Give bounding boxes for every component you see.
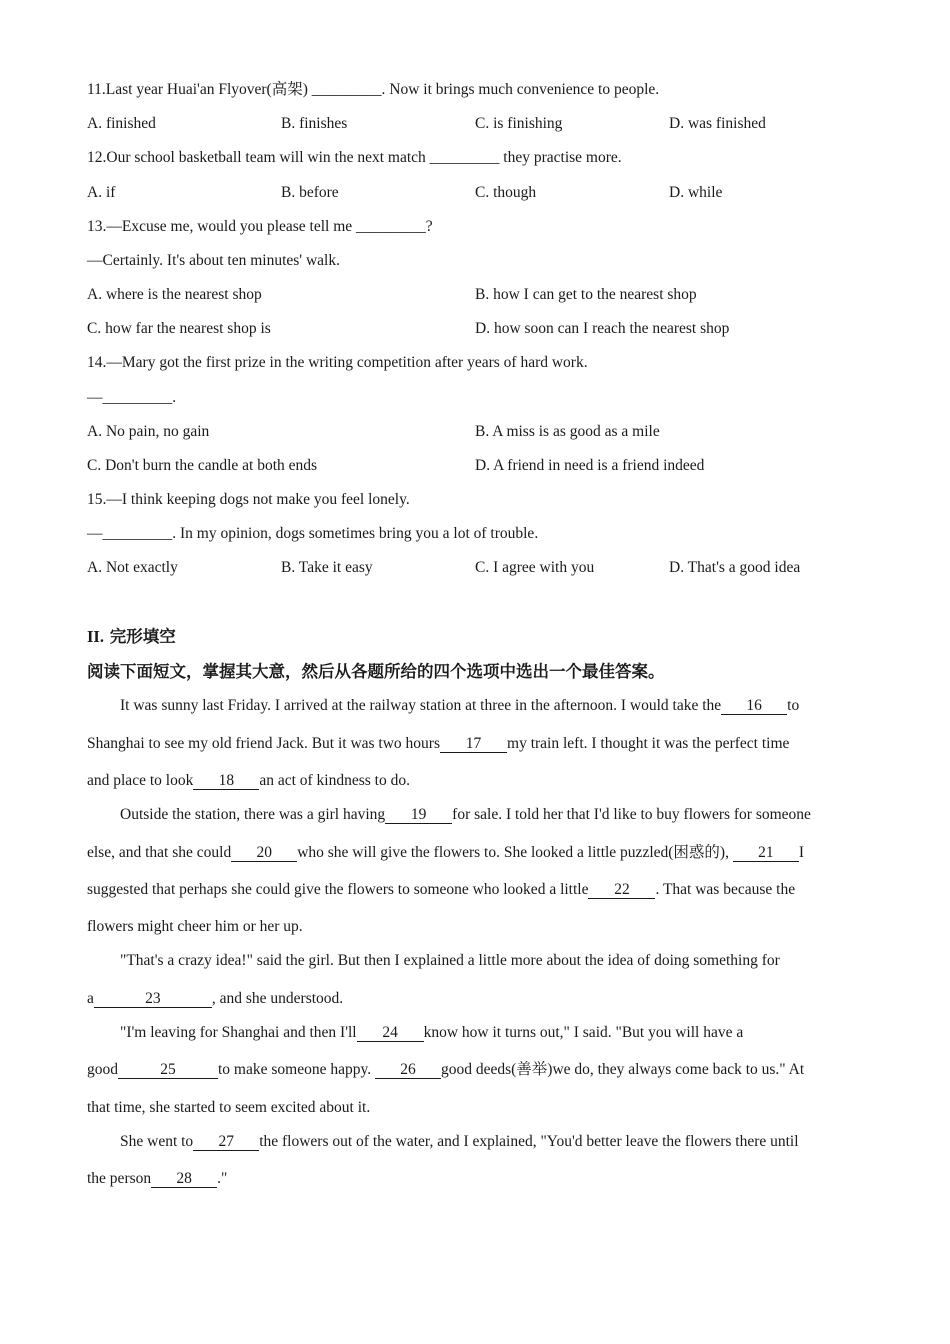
question-15-stem: 15.—I think keeping dogs not make you feel lonely. (87, 491, 410, 508)
question-15-reply: —_________. In my opinion, dogs sometimes bring you a lot of trouble. (87, 525, 539, 542)
answer-blank: _________ (102, 389, 173, 406)
passage-p5-line2: the person 28 ." (87, 1170, 228, 1187)
passage-p4-line1: "I'm leaving for Shanghai and then I'll 24 know how it turns out," I said. "But you will have a (120, 1024, 744, 1041)
cloze-blank-21: 21 (733, 845, 799, 862)
question-12-stem: 12.Our school basketball team will win the next match _________ they practise more. (87, 149, 622, 166)
question-12-option-d: D. while (669, 184, 723, 201)
question-13-stem: 13.—Excuse me, would you please tell me _________? (87, 218, 433, 235)
cloze-blank-18: 18 (193, 773, 259, 790)
cloze-blank-26: 26 (375, 1062, 441, 1079)
section-title: II. 完形填空 (87, 627, 176, 646)
cloze-blank-28: 28 (151, 1171, 217, 1188)
question-13-option-c: C. how far the nearest shop is (87, 320, 271, 337)
question-11-option-a: A. finished (87, 115, 156, 132)
passage-p1-line2: Shanghai to see my old friend Jack. But it was two hours 17 my train left. I thought it was the perfect time (87, 735, 790, 752)
passage-p2-line4: flowers might cheer him or her up. (87, 918, 303, 935)
question-15-option-c: C. I agree with you (475, 559, 595, 576)
question-13-reply: —Certainly. It's about ten minutes' walk. (87, 252, 340, 269)
answer-blank: _________ (102, 525, 173, 542)
cloze-blank-25: 25 (118, 1062, 218, 1079)
question-14-stem: 14.—Mary got the first prize in the writing competition after years of hard work. (87, 354, 588, 371)
question-15-option-d: D. That's a good idea (669, 559, 801, 576)
question-14-option-b: B. A miss is as good as a mile (475, 423, 660, 440)
cloze-blank-20: 20 (231, 845, 297, 862)
question-14-option-a: A. No pain, no gain (87, 423, 210, 440)
question-12-option-a: A. if (87, 184, 116, 201)
passage-p4-line2: good 25 to make someone happy. 26 good deeds(善举)we do, they always come back to us." At (87, 1061, 805, 1078)
passage-p2-line3: suggested that perhaps she could give the flowers to someone who looked a little 22 . That was because the (87, 881, 796, 898)
cloze-blank-22: 22 (588, 882, 655, 899)
question-13-option-d: D. how soon can I reach the nearest shop (475, 320, 730, 337)
answer-blank: _________ (311, 81, 382, 98)
question-11-option-d: D. was finished (669, 115, 766, 132)
cloze-blank-19: 19 (385, 807, 452, 824)
question-11-option-c: C. is finishing (475, 115, 563, 132)
question-14-option-c: C. Don't burn the candle at both ends (87, 457, 318, 474)
question-11-stem: 11.Last year Huai'an Flyover(高架) _________. Now it brings much convenience to people. (87, 81, 660, 98)
passage-p2-line2: else, and that she could 20 who she will give the flowers to. She looked a little puzzled(困惑的), 21 I (87, 844, 805, 861)
passage-p1-line3: and place to look 18 an act of kindness to do. (87, 772, 410, 789)
passage-p3-line1: "That's a crazy idea!" said the girl. But then I explained a little more about the idea of doing something for (120, 952, 780, 969)
question-15-option-a: A. Not exactly (87, 559, 178, 576)
section-instruction: 阅读下面短文，掌握其大意，然后从各题所给的四个选项中选出一个最佳答案。 (87, 662, 665, 681)
cloze-blank-24: 24 (357, 1025, 424, 1042)
question-13-option-a: A. where is the nearest shop (87, 286, 262, 303)
cloze-blank-23: 23 (94, 991, 212, 1008)
passage-p3-line2: a 23 , and she understood. (87, 990, 344, 1007)
answer-blank: _________ (429, 149, 500, 166)
passage-p2-line1: Outside the station, there was a girl having 19 for sale. I told her that I'd like to buy flowers for someone (120, 806, 811, 823)
answer-blank: _________ (356, 218, 426, 235)
question-14-reply: —_________. (87, 389, 177, 406)
question-12-option-b: B. before (281, 184, 339, 201)
cloze-blank-17: 17 (440, 736, 507, 753)
passage-p1-line1: It was sunny last Friday. I arrived at the railway station at three in the afternoon. I would take the 16 to (120, 697, 800, 714)
passage-p4-line3: that time, she started to seem excited about it. (87, 1099, 371, 1116)
question-11-option-b: B. finishes (281, 115, 348, 132)
question-14-option-d: D. A friend in need is a friend indeed (475, 457, 705, 474)
question-13-option-b: B. how I can get to the nearest shop (475, 286, 697, 303)
cloze-blank-16: 16 (721, 698, 787, 715)
question-15-option-b: B. Take it easy (281, 559, 373, 576)
cloze-blank-27: 27 (193, 1134, 259, 1151)
question-12-option-c: C. though (475, 184, 537, 201)
passage-p5-line1: She went to 27 the flowers out of the water, and I explained, "You'd better leave the flowers there until (120, 1133, 799, 1150)
